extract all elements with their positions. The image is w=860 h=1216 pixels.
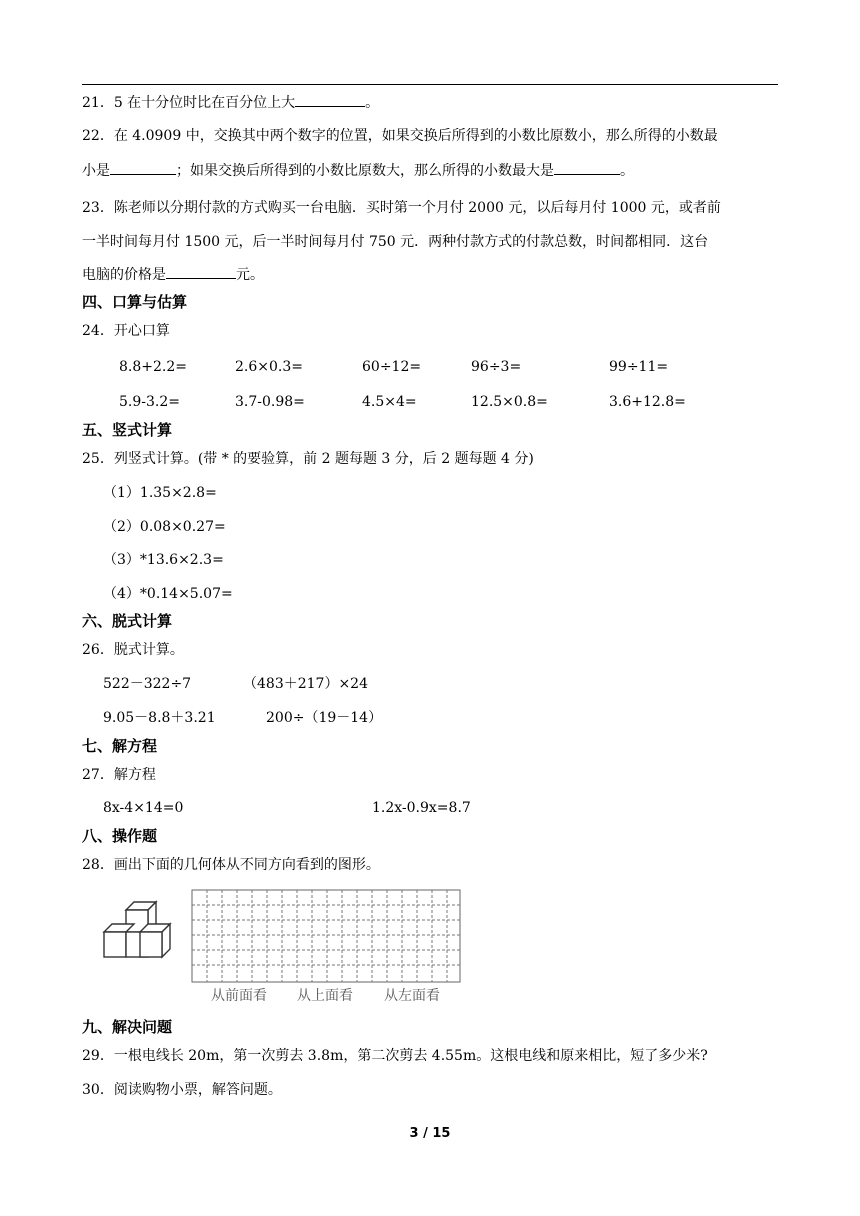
answer-blank: [554, 161, 620, 175]
oral-calc-item: 3.6+12.8=: [609, 394, 686, 410]
question-22-line-2: 小是 ；如果交换后所得到的小数比原数大，那么所得的小数最大是 。: [82, 163, 634, 179]
vertical-calc-item: （1）1.35×2.8=: [103, 485, 217, 501]
equation-item: 1.2x-0.9x=8.7: [372, 800, 471, 816]
section-6-heading: 六、脱式计算: [82, 612, 173, 630]
oral-calc-item: 12.5×0.8=: [471, 394, 548, 410]
oral-calc-item: 2.6×0.3=: [235, 359, 303, 375]
oral-calc-item: 99÷11=: [609, 359, 669, 375]
question-23-line-1: 23．陈老师以分期付款的方式购买一台电脑．买时第一个月付 2000 元，以后每月付 1000 元，或者前: [82, 200, 721, 216]
section-7-heading: 七、解方程: [82, 737, 158, 755]
question-26-title: 26．脱式计算。: [82, 642, 184, 658]
header-rule: [82, 84, 778, 85]
question-25-title: 25．列竖式计算。(带 * 的要验算，前 2 题每题 3 分，后 2 题每题 4 分): [82, 451, 534, 467]
section-9-heading: 九、解决问题: [82, 1018, 173, 1036]
section-5-heading: 五、竖式计算: [82, 421, 173, 439]
vertical-calc-item: （2）0.08×0.27=: [103, 519, 226, 535]
question-24-title: 24．开心口算: [82, 323, 170, 339]
answer-blank: [295, 93, 365, 107]
view-label-front: 从前面看: [211, 988, 267, 1004]
stepwise-calc-item: 9.05－8.8＋3.21: [103, 710, 216, 726]
section-4-heading: 四、口算与估算: [82, 293, 188, 311]
page-number: 3 / 15: [409, 1126, 451, 1141]
oral-calc-item: 3.7-0.98=: [235, 394, 305, 410]
oral-calc-item: 60÷12=: [362, 359, 422, 375]
answer-blank: [166, 265, 236, 279]
question-29: 29．一根电线长 20m，第一次剪去 3.8m，第二次剪去 4.55m。这根电线和原来相比，短了多少米?: [82, 1048, 708, 1064]
view-label-top: 从上面看: [297, 988, 353, 1004]
question-23-line-3: 电脑的价格是 元。: [82, 267, 264, 283]
oral-calc-item: 5.9-3.2=: [119, 394, 180, 410]
question-23-line-2: 一半时间每月付 1500 元，后一半时间每月付 750 元．两种付款方式的付款总数，时间都相同．这台: [82, 234, 709, 250]
equation-item: 8x-4×14=0: [103, 800, 184, 816]
question-21: 21．5 在十分位时比在百分位上大 。: [82, 95, 380, 111]
oral-calc-item: 96÷3=: [471, 359, 522, 375]
section-8-heading: 八、操作题: [82, 827, 158, 845]
question-27-title: 27．解方程: [82, 767, 156, 783]
oral-calc-item: 4.5×4=: [362, 394, 417, 410]
answer-blank: [110, 161, 176, 175]
question-30: 30．阅读购物小票，解答问题。: [82, 1082, 282, 1098]
vertical-calc-item: （4）*0.14×5.07=: [103, 586, 233, 602]
geometry-figure: [98, 888, 478, 1006]
oral-calc-item: 8.8+2.2=: [119, 359, 187, 375]
stepwise-calc-item: 522－322÷7: [103, 676, 192, 692]
view-label-left: 从左面看: [384, 988, 440, 1004]
stepwise-calc-item: （483＋217）×24: [243, 676, 368, 692]
question-28-title: 28．画出下面的几何体从不同方向看到的图形。: [82, 857, 380, 873]
stepwise-calc-item: 200÷（19－14）: [266, 710, 383, 726]
question-22-line-1: 22．在 4.0909 中，交换其中两个数字的位置，如果交换后所得到的小数比原数小，那么所得的小数最: [82, 128, 718, 144]
vertical-calc-item: （3）*13.6×2.3=: [103, 552, 224, 568]
